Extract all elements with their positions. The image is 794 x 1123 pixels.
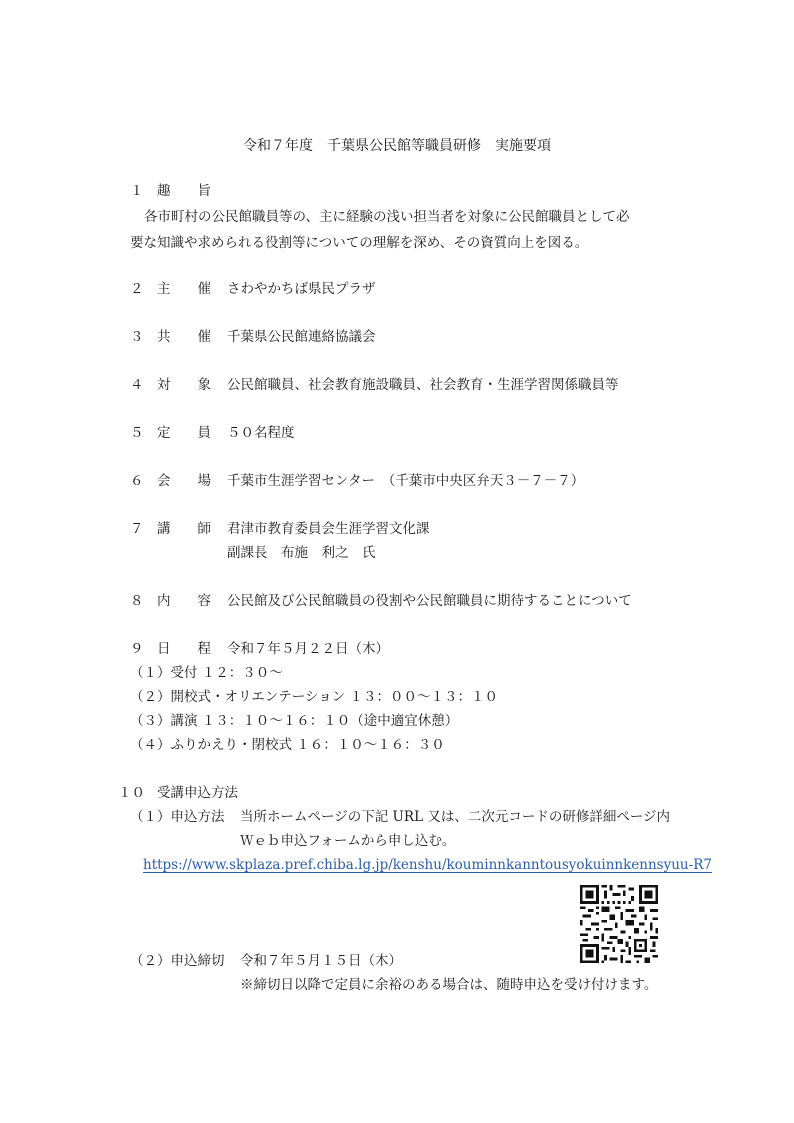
method-line-1: 当所ホームページの下記 URL 又は、二次元コードの研修詳細ページ内 (240, 809, 671, 825)
method-line-2: Ｗｅｂ申込フォームから申し込む。 (240, 833, 456, 849)
section-label: 共 催 (157, 329, 211, 345)
capacity-value: ５０名程度 (227, 425, 295, 441)
schedule-item: （４）ふりかえり・閉校式 １６：１０～１６：３０ (130, 737, 445, 753)
section-number: ６ (130, 473, 144, 489)
section-number: ５ (130, 425, 144, 441)
section-number: ３ (130, 329, 144, 345)
purpose-line-1: 各市町村の公民館職員等の、主に経験の浅い担当者を対象に公民館職員として必 (144, 209, 630, 225)
schedule-item: （２）開校式・オリエンテーション １３：００～１３：１０ (130, 689, 498, 705)
page-title: 令和７年度 千葉県公民館等職員研修 実施要項 (243, 138, 551, 154)
deadline-note: ※締切日以降で定員に余裕のある場合は、随時申込を受け付けます。 (240, 977, 658, 993)
section-label: 趣 旨 (157, 183, 211, 199)
lecturer-affiliation: 君津市教育委員会生涯学習文化課 (227, 521, 430, 537)
schedule-item: （１）受付 １２：３０～ (130, 665, 283, 681)
schedule-item: （３）講演 １３：１０～１６：１０（途中適宜休憩） (130, 713, 459, 729)
schedule-date: 令和７年５月２２日（木） (227, 641, 389, 657)
section-label: 対 象 (157, 377, 211, 393)
section-number: ４ (130, 377, 144, 393)
purpose-line-2: 要な知識や求められる役割等についての理解を深め、その資質向上を図る。 (130, 235, 589, 251)
organizer-value: さわやかちば県民プラザ (227, 281, 376, 297)
section-label: 主 催 (157, 281, 211, 297)
section-number: １０ (118, 785, 145, 801)
venue-value: 千葉市生涯学習センター （千葉市中央区弁天３－７－７） (227, 473, 585, 489)
method-label: （１）申込方法 (130, 809, 225, 825)
section-label: 定 員 (157, 425, 211, 441)
section-number: １ (130, 183, 144, 199)
content-value: 公民館及び公民館職員の役割や公民館職員に期待することについて (227, 593, 632, 609)
section-number: ９ (130, 641, 144, 657)
deadline-value: 令和７年５月１５日（木） (240, 953, 402, 969)
deadline-label: （２）申込締切 (130, 953, 225, 969)
section-number: ８ (130, 593, 144, 609)
section-label: 受講申込方法 (157, 785, 238, 801)
co-organizer-value: 千葉県公民館連絡協議会 (227, 329, 376, 345)
qr-code[interactable] (580, 885, 658, 963)
section-number: ７ (130, 521, 144, 537)
section-label: 内 容 (157, 593, 211, 609)
section-number: ２ (130, 281, 144, 297)
section-label: 会 場 (157, 473, 211, 489)
registration-url-link[interactable]: https://www.skplaza.pref.chiba.lg.jp/kenshu/kouminnkanntousyokuinnkennsyuu-R7 (143, 857, 712, 873)
section-label: 日 程 (157, 641, 211, 657)
lecturer-name: 副課長 布施 利之 氏 (227, 545, 376, 561)
target-value: 公民館職員、社会教育施設職員、社会教育・生涯学習関係職員等 (227, 377, 619, 393)
section-label: 講 師 (157, 521, 211, 537)
